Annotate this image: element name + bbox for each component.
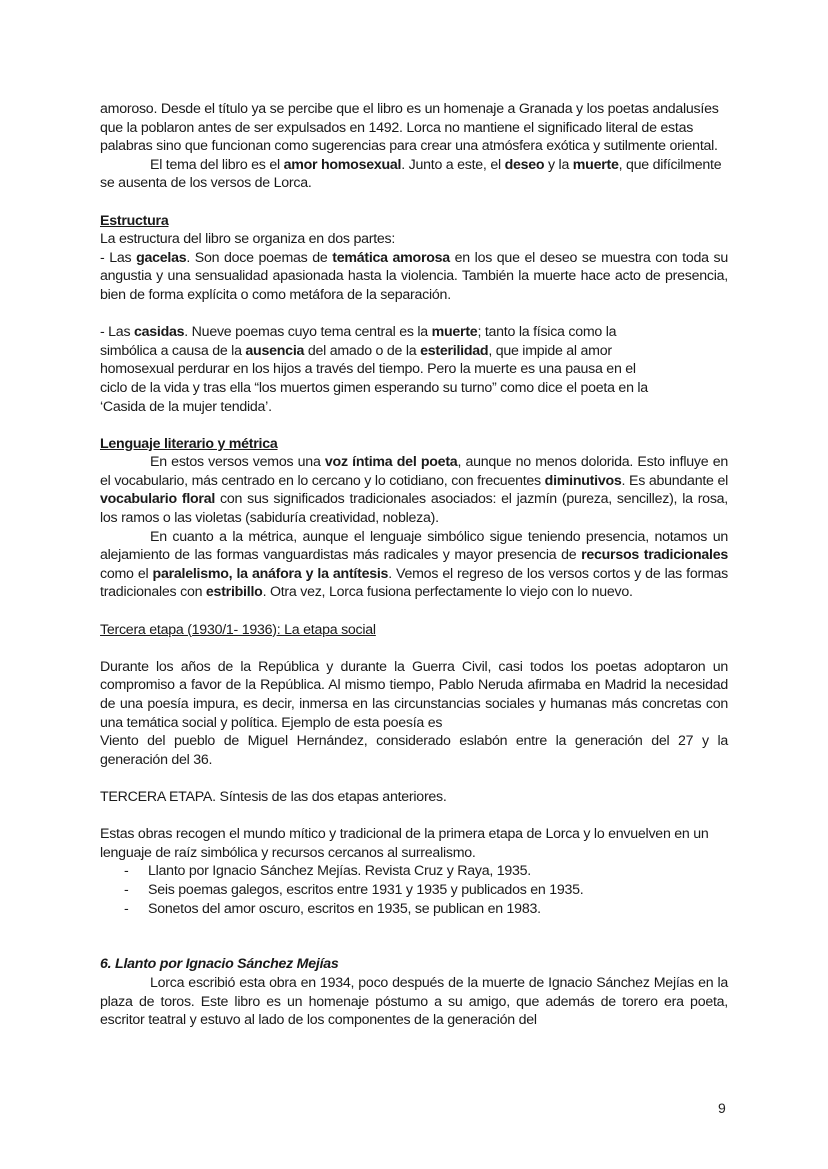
heading-tercera-etapa-social: Tercera etapa (1930/1- 1936): La etapa social bbox=[100, 621, 376, 638]
heading-llanto: 6. Llanto por Ignacio Sánchez Mejías bbox=[100, 956, 339, 973]
heading-estructura: Estructura bbox=[100, 212, 169, 229]
casidas-paragraph: - Las casidas. Nueve poemas cuyo tema central es la muerte; tanto la física como la simbólica a causa de la ausencia del amado o de la esterilidad, que impide al amor homosexual perdurar en los hijos a través del tiempo. Pero la muerte es una pausa en el ciclo de la vida y tras ella “los muertos gimen esperando su turno” como dice el poeta en la ‘Casida de la mujer tendida’. bbox=[100, 324, 648, 415]
works-list bbox=[100, 862, 728, 918]
document-page bbox=[100, 100, 728, 1030]
lenguaje-paragraph-2: En cuanto a la métrica, aunque el lenguaje simbólico sigue teniendo presencia, notamos un alejamiento de las formas vanguardistas más radicales y mayor presencia de recursos tradicionales como el paralelismo, la anáfora y la antítesis. Vemos el regreso de los versos cortos y de las formas tradicionales con estribillo. Otra vez, Lorca fusiona perfectamente lo viejo con lo nuevo. bbox=[100, 528, 729, 601]
intro-paragraph: amoroso. Desde el título ya se percibe que el libro es un homenaje a Granada y los poetas andalusíes que la poblaron antes de ser expulsados en 1492. Lorca no mantiene el significado literal de estas palabras sino que funcionan como sugerencias para crear una atmósfera exótica y sutilmente oriental. bbox=[100, 101, 719, 155]
theme-paragraph: El tema del libro es el amor homosexual. Junto a este, el deseo y la muerte, que difícilmente se ausenta de los versos de Lorca. bbox=[100, 156, 722, 192]
estructura-lead: La estructura del libro se organiza en dos partes: bbox=[100, 231, 396, 248]
llanto-paragraph: Lorca escribió esta obra en 1934, poco después de la muerte de Ignacio Sánchez Mejías en la plaza de toros. Este libro es un homenaje póstumo a su amigo, que además de torero era poeta, escritor teatral y estuvo al lado de los componentes de la generación del bbox=[100, 974, 728, 1029]
lenguaje-paragraph-1: En estos versos vemos una voz íntima del poeta, aunque no menos dolorida. Esto influye en el vocabulario, más centrado en lo cercano y lo cotidiano, con frecuentes diminutivos. Es abundante el vocabulario floral con sus significados tradicionales asociados: el jazmín (pureza, sencillez), la rosa, los ramos o las violetas (sabiduría creatividad, nobleza). bbox=[100, 454, 729, 527]
list-item: - Llanto por Ignacio Sánchez Mejías. Revista Cruz y Raya, 1935. bbox=[124, 862, 728, 881]
social-paragraph-2: Viento del pueblo de Miguel Hernández, considerado eslabón entre la generación del 27 y la generación del 36. bbox=[100, 733, 728, 768]
gacelas-paragraph: - Las gacelas. Son doce poemas de temática amorosa en los que el deseo se muestra con toda su angustia y una sensualidad apasionada hasta la violencia. También la muerte hace acto de presencia, bien de forma explícita o como metáfora de la separación. bbox=[100, 249, 728, 303]
sintesis-paragraph: Estas obras recogen el mundo mítico y tradicional de la primera etapa de Lorca y lo envuelven en un lenguaje de raíz simbólica y recursos cercanos al surrealismo. bbox=[100, 826, 709, 861]
list-item: - Seis poemas galegos, escritos entre 1931 y 1935 y publicados en 1935. bbox=[124, 881, 728, 900]
page-number: 9 bbox=[718, 1100, 726, 1116]
list-item: - Sonetos del amor oscuro, escritos en 1935, se publican en 1983. bbox=[124, 900, 728, 919]
heading-tercera-etapa-sintesis: TERCERA ETAPA. Síntesis de las dos etapas anteriores. bbox=[100, 788, 447, 805]
heading-lenguaje: Lenguaje literario y métrica bbox=[100, 435, 278, 452]
social-paragraph-1: Durante los años de la República y durante la Guerra Civil, casi todos los poetas adoptaron un compromiso a favor de la República. Al mismo tiempo, Pablo Neruda afirmaba en Madrid la necesidad de una poesía impura, es decir, inmersa en las circunstancias sociales y humanas más concretas con una temática social y política. Ejemplo de esta poesía es bbox=[100, 658, 728, 731]
